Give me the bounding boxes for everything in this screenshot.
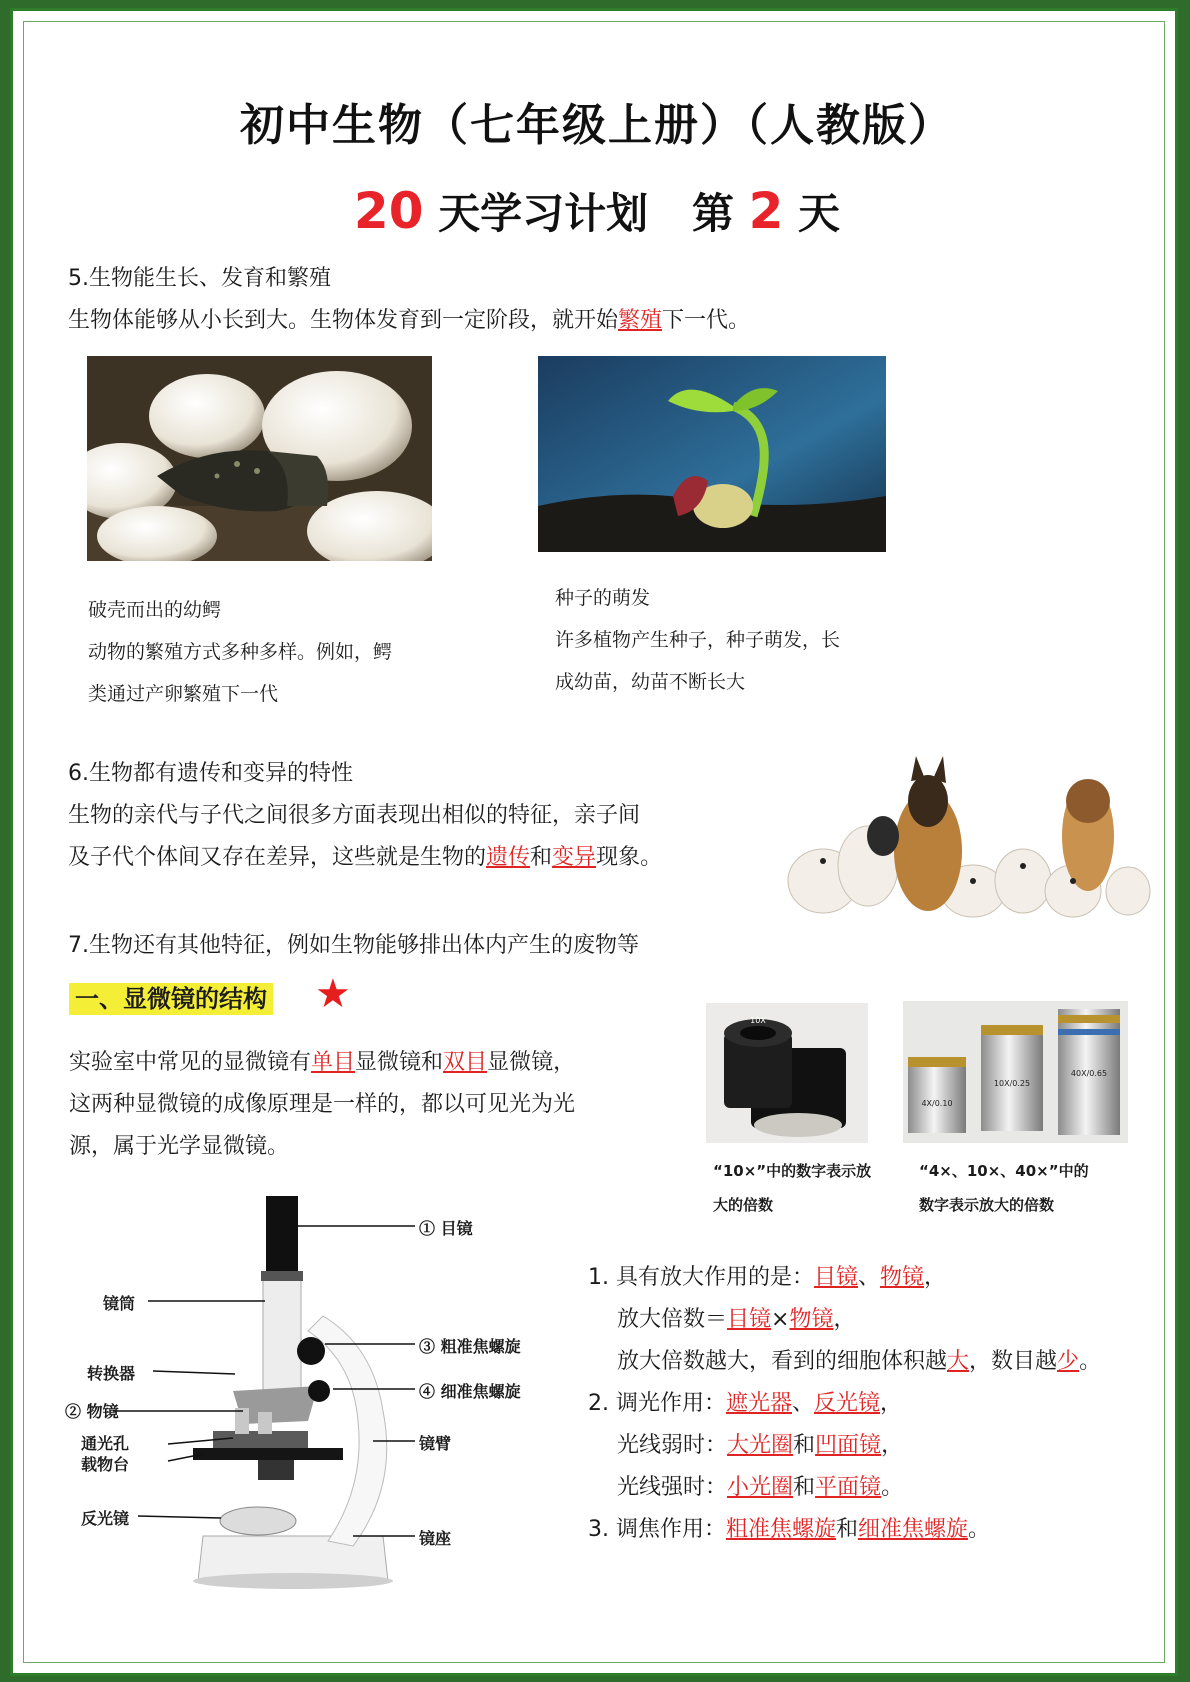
- objective-lenses-image: [903, 1001, 1128, 1143]
- point2-line3: [617, 1468, 903, 1508]
- star-icon: ★: [315, 971, 351, 1017]
- sec5-body-highlight: 繁殖: [618, 308, 663, 333]
- sec6-line2: [68, 838, 662, 878]
- p1c-big: 大: [947, 1349, 970, 1374]
- p2-mirror: 反光镜: [814, 1391, 881, 1416]
- p2-diaphragm: 遮光器: [725, 1391, 792, 1416]
- label-aperture: 通光孔: [81, 1434, 130, 1453]
- point1-line1: [588, 1258, 946, 1298]
- p1c-pre: 放大倍数越大，看到的细胞体积越: [617, 1349, 948, 1374]
- seed-caption-line2: 成幼苗，幼苗不断长大: [555, 671, 746, 693]
- hatching-crocodile-image: [87, 356, 432, 561]
- label-base: 镜座: [419, 1529, 452, 1548]
- plan-days-number: 20: [353, 182, 424, 240]
- sec6-line1: 生物的亲代与子代之间很多方面表现出相似的特征，亲子间: [68, 803, 641, 828]
- p1b-pre: 放大倍数＝: [617, 1307, 728, 1332]
- eyepiece-caption-line2: 大的倍数: [713, 1196, 774, 1214]
- eyepiece-caption-line1: “10×”中的数字表示放: [713, 1162, 872, 1180]
- microscope-section-title: [69, 979, 273, 1014]
- p1b-objective: 物镜: [789, 1307, 834, 1332]
- page-frame: [10, 8, 1178, 1676]
- label-objective: ② 物镜: [65, 1402, 119, 1421]
- micro-intro-line1: [69, 1043, 575, 1083]
- p1-post: ，: [924, 1265, 947, 1290]
- p3-post: 。: [968, 1517, 991, 1542]
- objective-10x-label: 10X/0.25: [993, 1079, 1031, 1088]
- binocular-term: 双目: [443, 1050, 488, 1075]
- croc-caption-line1: 动物的繁殖方式多种多样。例如，鳄: [88, 641, 393, 663]
- sec6-line2-post: 现象。: [596, 845, 663, 870]
- plan-text: 天学习计划 第: [423, 189, 749, 238]
- objective-40x-label: 40X/0.65: [1070, 1069, 1108, 1078]
- p1-sep: 、: [858, 1265, 881, 1290]
- objective-caption-line2: 数字表示放大的倍数: [919, 1196, 1055, 1214]
- p2c-flat: 平面镜: [815, 1475, 882, 1500]
- microscope-diagram: [53, 1186, 573, 1606]
- p1b-post: ，: [833, 1307, 856, 1332]
- monocular-term: 单目: [311, 1050, 356, 1075]
- label-eyepiece: ① 目镜: [419, 1219, 473, 1238]
- p2c-small-aperture: 小光圈: [727, 1475, 794, 1500]
- objective-4x-label: 4X/0.10: [921, 1099, 953, 1108]
- sec6-and: 和: [530, 845, 553, 870]
- label-stage: 载物台: [81, 1455, 130, 1474]
- p1c-mid: ，数目越: [969, 1349, 1058, 1374]
- objective-caption-line1: “4×、10×、40×”中的: [919, 1162, 1089, 1180]
- p1b-eyepiece: 目镜: [727, 1307, 772, 1332]
- point2-line1: [588, 1384, 902, 1424]
- p2b-concave: 凹面镜: [815, 1433, 882, 1458]
- p2b-and: 和: [793, 1433, 816, 1458]
- dogs-family-image: [783, 741, 1153, 921]
- label-tube: 镜筒: [103, 1294, 136, 1313]
- micro-intro-line3: 源，属于光学显微镜。: [69, 1134, 290, 1159]
- point2-line2: [617, 1426, 903, 1466]
- micro-intro-pre: 实验室中常见的显微镜有: [69, 1050, 312, 1075]
- seed-caption-line1: 许多植物产生种子，种子萌发，长: [555, 629, 841, 651]
- sprouting-seed-image: [538, 356, 886, 552]
- page-subtitle: [13, 181, 1181, 241]
- p2b-post: ，: [881, 1433, 904, 1458]
- sec7-heading: 7.生物还有其他特征，例如生物能够排出体内产生的废物等: [68, 933, 639, 958]
- seed-caption-title: 种子的萌发: [555, 587, 651, 609]
- sec6-line2-pre: 及子代个体间又存在差异，这些就是生物的: [68, 845, 487, 870]
- p2-sep: 、: [792, 1391, 815, 1416]
- point3-line1: [588, 1510, 990, 1550]
- label-arm: 镜臂: [419, 1434, 452, 1453]
- p1-objective: 物镜: [880, 1265, 925, 1290]
- p1b-times: ×: [771, 1307, 790, 1332]
- p2b-pre: 光线弱时：: [617, 1433, 728, 1458]
- p2-pre: 2. 调光作用：: [588, 1391, 726, 1416]
- p1-eyepiece: 目镜: [813, 1265, 858, 1290]
- p3-coarse: 粗准焦螺旋: [725, 1517, 836, 1542]
- eyepiece-image: [706, 1003, 868, 1143]
- p1c-few: 少: [1057, 1349, 1080, 1374]
- p2-post: ，: [880, 1391, 903, 1416]
- micro-intro-line2: 这两种显微镜的成像原理是一样的，都以可见光为光: [69, 1092, 576, 1117]
- eyepiece-magnification: 10X: [750, 1016, 766, 1025]
- heredity-term: 遗传: [486, 845, 531, 870]
- sec5-body-pre: 生物体能够从小长到大。生物体发育到一定阶段，就开始: [68, 308, 619, 333]
- croc-caption-line2: 类通过产卵繁殖下一代: [88, 683, 279, 705]
- microscope-section-label: 一、显微镜的结构: [69, 983, 273, 1015]
- variation-term: 变异: [552, 845, 597, 870]
- day-text: 天: [783, 189, 841, 238]
- p2b-large-aperture: 大光圈: [727, 1433, 794, 1458]
- p3-fine: 细准焦螺旋: [858, 1517, 969, 1542]
- p3-and: 和: [836, 1517, 859, 1542]
- p2c-pre: 光线强时：: [617, 1475, 728, 1500]
- micro-intro-post: 显微镜，: [487, 1050, 576, 1075]
- p1-pre: 1. 具有放大作用的是：: [588, 1265, 814, 1290]
- sec5-heading: 5.生物能生长、发育和繁殖: [68, 266, 331, 291]
- point1-line2: [617, 1300, 856, 1340]
- p2c-and: 和: [793, 1475, 816, 1500]
- sec5-body-post: 下一代。: [662, 308, 751, 333]
- micro-intro-mid: 显微镜和: [355, 1050, 444, 1075]
- label-mirror: 反光镜: [81, 1509, 130, 1528]
- p1c-post: 。: [1079, 1349, 1102, 1374]
- label-nosepiece: 转换器: [87, 1364, 136, 1383]
- label-fine-knob: ④ 细准焦螺旋: [419, 1382, 521, 1401]
- sec6-heading: 6.生物都有遗传和变异的特性: [68, 761, 353, 786]
- p2c-post: 。: [881, 1475, 904, 1500]
- day-number: 2: [748, 182, 784, 240]
- page-title: 初中生物（七年级上册）（人教版）: [240, 100, 954, 151]
- point1-line3: [617, 1342, 1101, 1382]
- sec5-body: [68, 301, 750, 341]
- croc-caption-title: 破壳而出的幼鳄: [88, 599, 222, 621]
- label-coarse-knob: ③ 粗准焦螺旋: [419, 1337, 521, 1356]
- p3-pre: 3. 调焦作用：: [588, 1517, 726, 1542]
